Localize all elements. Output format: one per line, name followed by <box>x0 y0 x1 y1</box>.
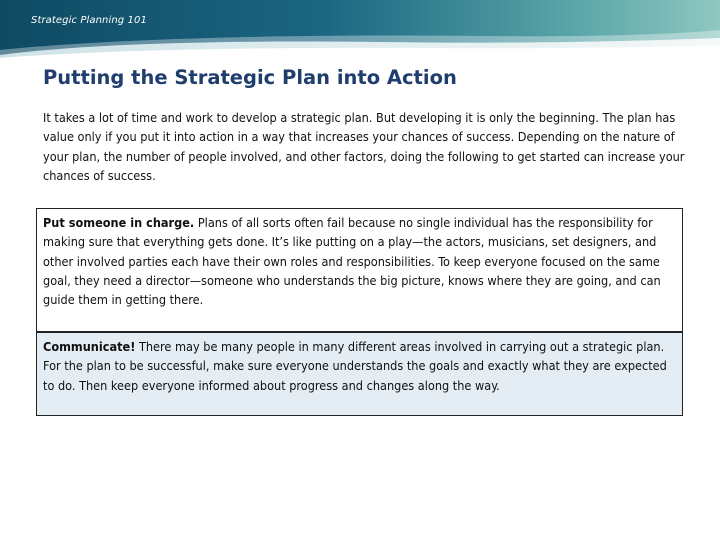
tip-lead: Put someone in charge. <box>43 215 195 230</box>
course-title: Strategic Planning 101 <box>31 15 147 26</box>
tip-lead: Communicate! <box>43 339 136 354</box>
page-title: Putting the Strategic Plan into Action <box>43 66 457 89</box>
tip-box-communicate <box>36 332 683 416</box>
intro-paragraph: It takes a lot of time and work to develop a strategic plan. But developing it is only the beginning. The plan has value only if you put it into action in a way that increases your chances of success. Depending on the nature of your plan, the number of people involved, and other factors, doing the following to get started can increase your chances of success. <box>43 110 685 183</box>
header-banner-graphic <box>0 0 720 60</box>
tip-box-put-someone-in-charge <box>36 208 683 332</box>
tip-text: There may be many people in many different areas involved in carrying out a strategic plan. For the plan to be successful, make sure everyone understands the goals and exactly what they are expected to do. Then keep everyone informed about progress and changes along the way. <box>43 339 667 393</box>
tip-text: Plans of all sorts often fail because no single individual has the responsibility for making sure that everything gets done. It’s like putting on a play—the actors, musicians, set designers, and other involved parties each have their own roles and responsibilities. To keep everyone focused on the same goal, they need a director—someone who understands the big picture, knows where they are going, and can guide them in getting there. <box>43 215 661 308</box>
header-banner <box>0 0 720 60</box>
